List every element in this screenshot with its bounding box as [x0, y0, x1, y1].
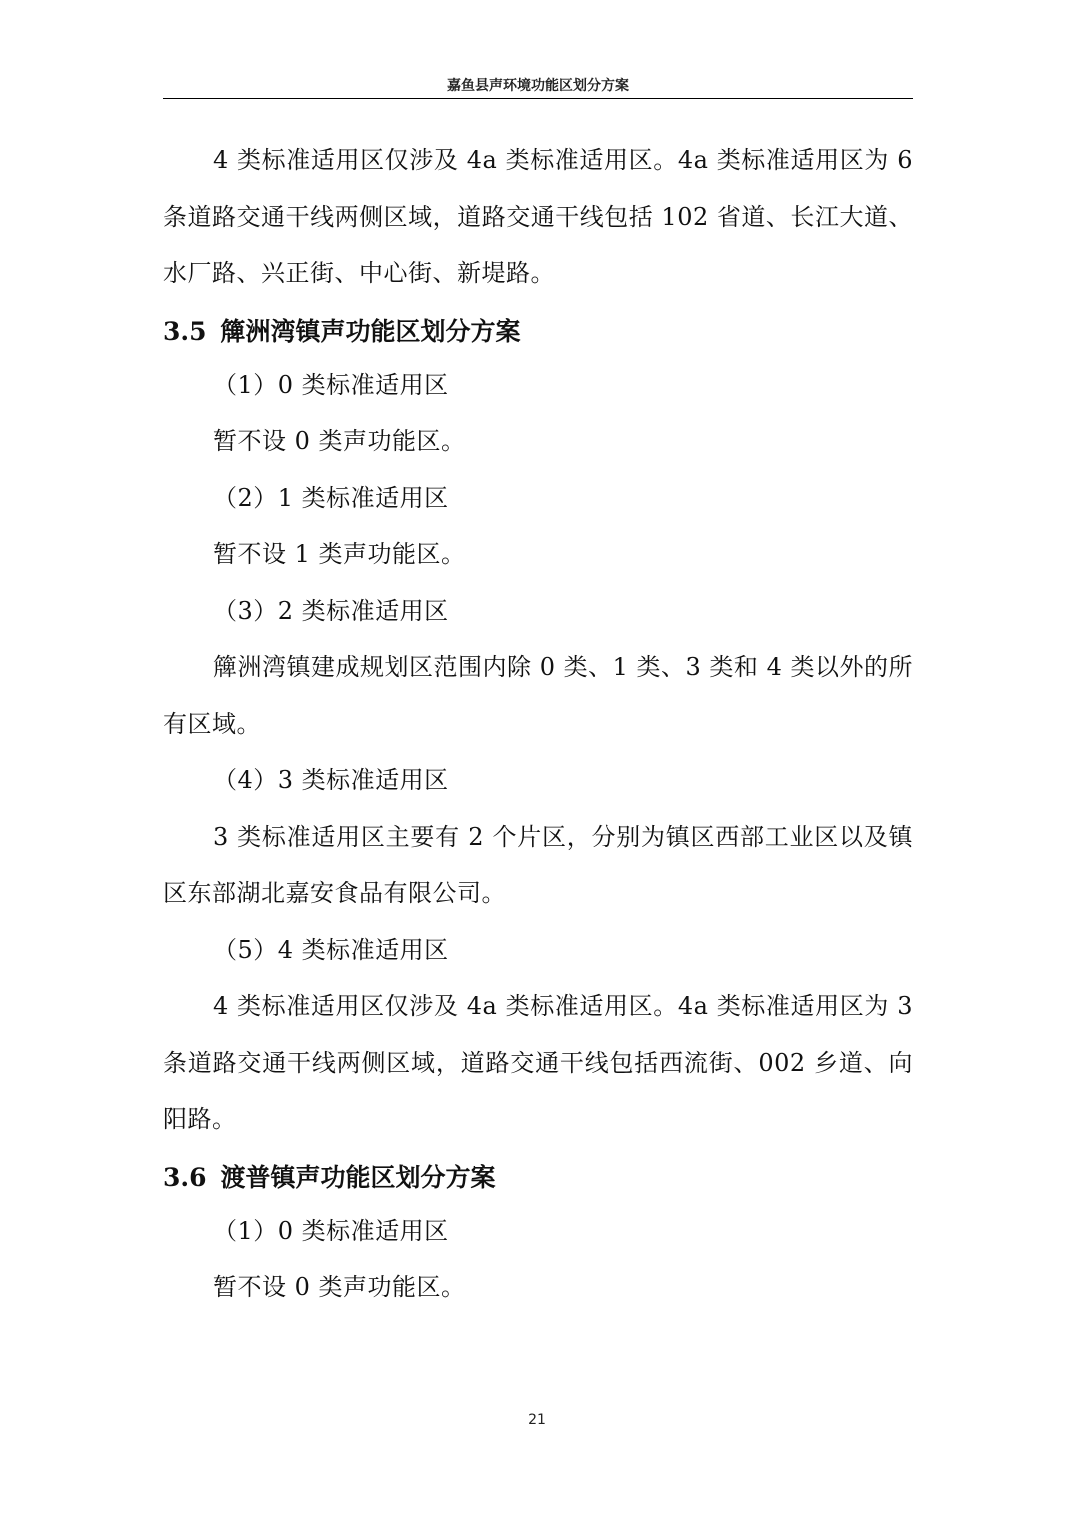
- item-label-class-0: （1）0 类标准适用区: [213, 1216, 449, 1245]
- section-title: 渡普镇声功能区划分方案: [220, 1162, 496, 1192]
- item-label-class-0: （1）0 类标准适用区: [213, 370, 449, 399]
- item-text-class-1: 暂不设 1 类声功能区。: [213, 540, 466, 568]
- page-number: 21: [528, 1412, 546, 1428]
- item-text-class-3: 3 类标准适用区主要有 2 个片区，分别为镇区西部工业区以及镇区东部湖北嘉安食品有限公司。: [163, 822, 913, 907]
- document-body: [163, 132, 913, 1316]
- item-text-class-4: 4 类标准适用区仅涉及 4a 类标准适用区。4a 类标准适用区为 3 条道路交通干线两侧区域，道路交通干线包括西流街、002 乡道、向阳路。: [163, 992, 913, 1133]
- section-number: 3.6: [163, 1162, 207, 1192]
- item-label-class-4: （5）4 类标准适用区: [213, 935, 449, 964]
- section-heading-3-5: [163, 302, 913, 357]
- item-label-class-1: （2）1 类标准适用区: [213, 483, 449, 512]
- header-divider: [163, 98, 913, 99]
- section-number: 3.5: [163, 316, 207, 346]
- item-text-class-0: 暂不设 0 类声功能区。: [213, 1273, 466, 1301]
- item-text-class-2: 簰洲湾镇建成规划区范围内除 0 类、1 类、3 类和 4 类以外的所有区域。: [163, 653, 913, 738]
- section-heading-3-6: [163, 1148, 913, 1203]
- item-label-class-3: （4）3 类标准适用区: [213, 766, 449, 794]
- item-text-class-0: 暂不设 0 类声功能区。: [213, 427, 466, 455]
- section-title: 簰洲湾镇声功能区划分方案: [220, 316, 521, 346]
- item-label-class-2: （3）2 类标准适用区: [213, 596, 449, 625]
- intro-paragraph: 4 类标准适用区仅涉及 4a 类标准适用区。4a 类标准适用区为 6 条道路交通干线两侧区域，道路交通干线包括 102 省道、长江大道、水厂路、兴正街、中心街、新堤路。: [163, 146, 913, 287]
- running-header: 嘉鱼县声环境功能区划分方案: [447, 78, 629, 94]
